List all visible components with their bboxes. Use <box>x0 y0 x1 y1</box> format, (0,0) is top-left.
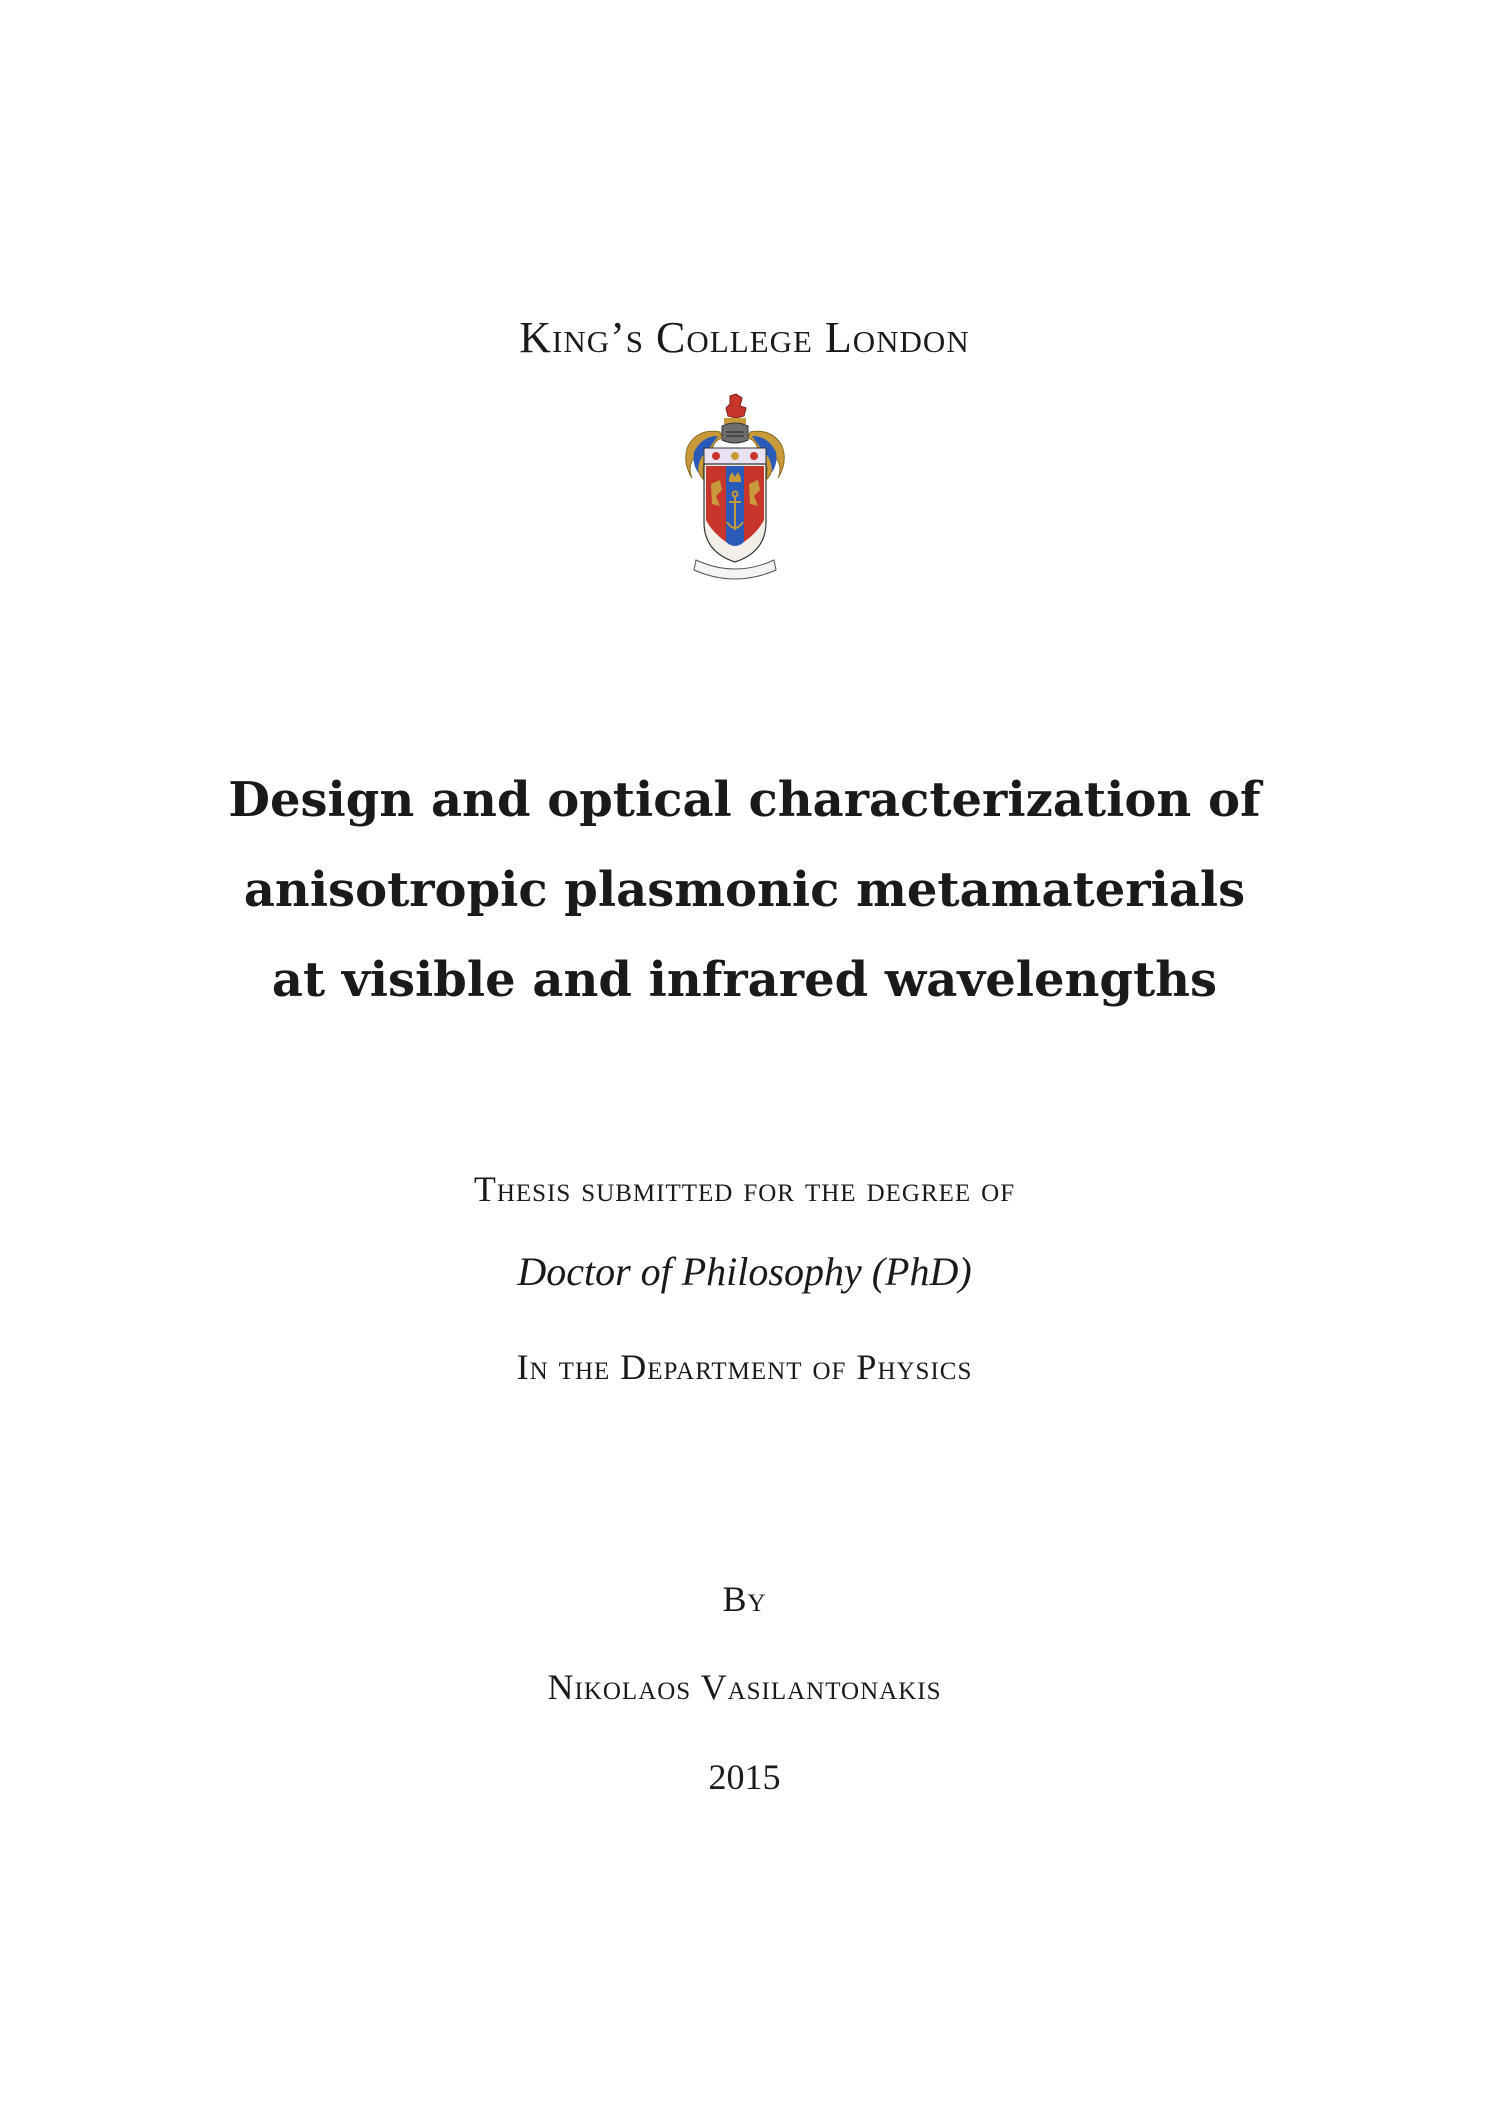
by-label: By <box>722 1579 767 1619</box>
thesis-title-line-3: at visible and infrared wavelengths <box>271 952 1218 1008</box>
submission-year: 2015 <box>708 1757 781 1797</box>
college-crest-logo <box>678 392 792 584</box>
submission-statement: Thesis submitted for the degree of <box>473 1169 1016 1209</box>
author-name: Nikolaos Vasilantonakis <box>547 1667 942 1707</box>
crest-motto-scroll <box>694 560 776 579</box>
crest-lion-icon <box>724 394 746 424</box>
crest-shield-icon <box>704 464 766 562</box>
crest-helmet-icon <box>722 423 748 443</box>
department-name: In the Department of Physics <box>516 1347 973 1387</box>
thesis-title-line-2: anisotropic plasmonic metamaterials <box>243 862 1246 918</box>
university-name: King’s College London <box>519 313 970 362</box>
thesis-title-line-1: Design and optical characterization of <box>228 772 1261 828</box>
degree-name: Doctor of Philosophy (PhD) <box>517 1249 972 1294</box>
